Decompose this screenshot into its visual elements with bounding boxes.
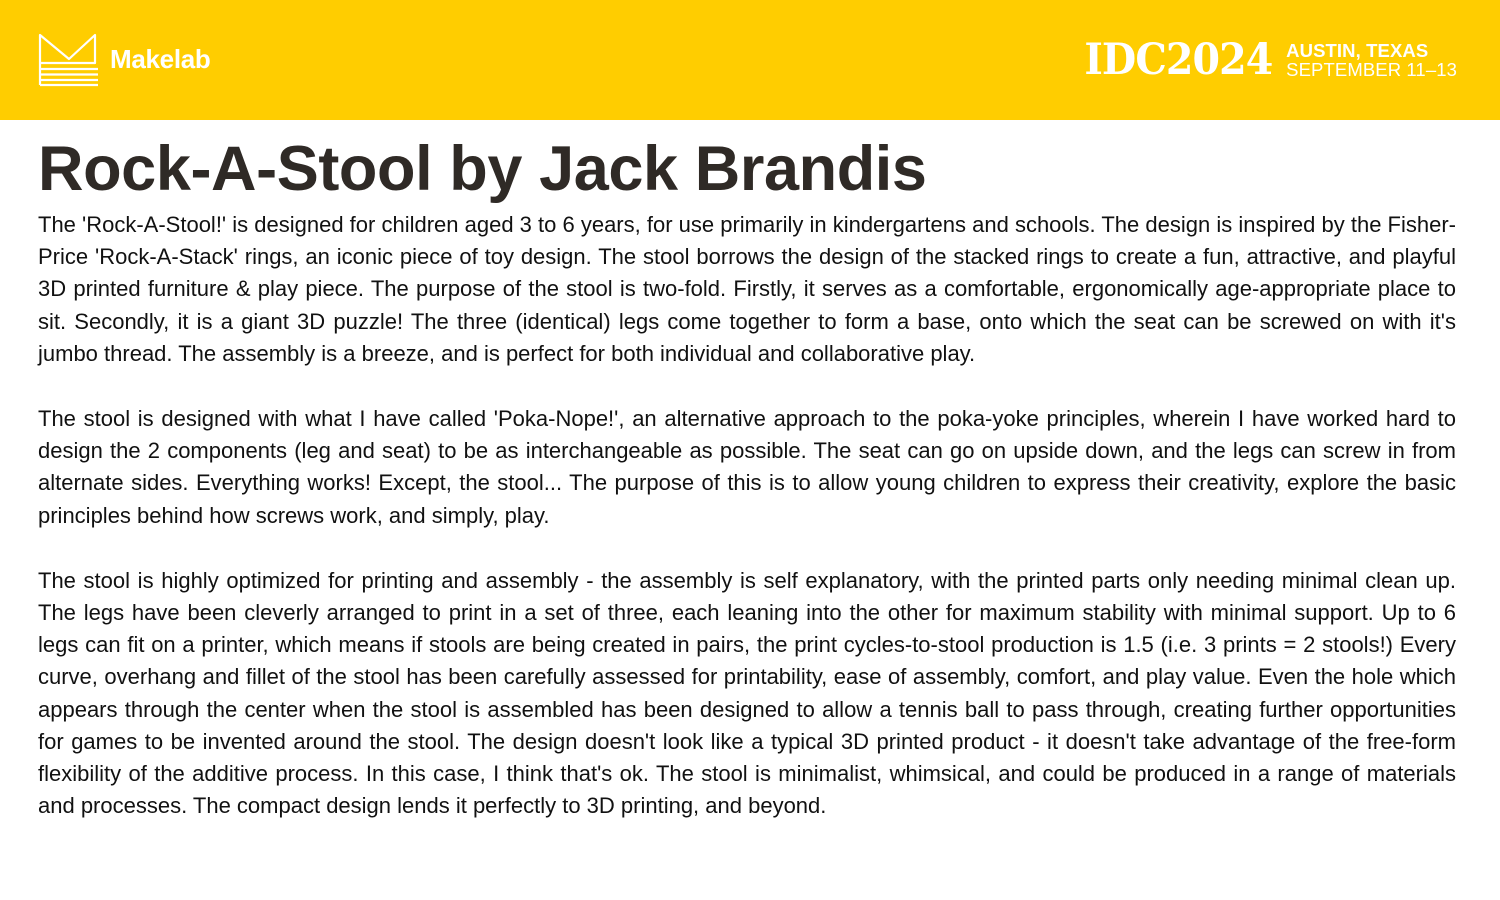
- page-title: Rock-A-Stool by Jack Brandis: [38, 134, 927, 204]
- event-dates: SEPTEMBER 11–13: [1286, 59, 1457, 80]
- event-wordmark: IDC2024: [1084, 35, 1273, 85]
- paragraph-printing: The stool is highly optimized for printing and assembly - the assembly is self explanatory, with the printed parts only needing minimal clean up. The legs have been cleverly arranged to print in a set of three, each leaning into the other for maximum stability with minimal support. Up to 6 legs can fit on a printer, which means if stools are being created in pairs, the print cycles-to-stool production is 1.5 (i.e. 3 prints = 2 stools!) Every curve, overhang and fillet of the stool has been carefully assessed for printability, ease of assembly, comfort, and play value. Even the hole which appears through the center when the stool is assembled has been designed to allow a tennis ball to pass through, creating further opportunities for games to be invented around the stool. The design doesn't look like a typical 3D printed product - it doesn't take advantage of the free-form flexibility of the additive process. In this case, I think that's ok. The stool is minimalist, whimsical, and could be produced in a range of materials and processes. The compact design lends it perfectly to 3D printing, and beyond.: [38, 567, 1456, 819]
- paragraph-intro: The 'Rock-A-Stool!' is designed for children aged 3 to 6 years, for use primarily in kindergartens and schools. The design is inspired by the Fisher-Price 'Rock-A-Stack' rings, an iconic piece of toy design. The stool borrows the design of the stacked rings to create a fun, attractive, and playful 3D printed furniture & play piece. The purpose of the stool is two-fold. Firstly, it serves as a comfortable, ergonomically age-appropriate place to sit. Secondly, it is a giant 3D puzzle! The three (identical) legs come together to form a base, onto which the seat can be screwed on with it's jumbo thread. The assembly is a breeze, and is perfect for both individual and collaborative play.: [38, 212, 1456, 366]
- paragraph-poka-nope: The stool is designed with what I have called 'Poka-Nope!', an alternative approach to the poka-yoke principles, wherein I have worked hard to design the 2 components (leg and seat) to be as interchangeable as possible. The seat can go on upside down, and the legs can screw in from alternate sides. Everything works! Except, the stool... The purpose of this is to allow young children to express their creativity, explore the basic principles behind how screws work, and simply, play.: [38, 406, 1456, 528]
- article-body: [38, 209, 1456, 822]
- event-info: [1068, 35, 1457, 85]
- brand-name: Makelab: [110, 43, 211, 74]
- makelab-logo-icon: [38, 33, 100, 87]
- brand: [38, 33, 211, 87]
- event-location: AUSTIN, TEXAS: [1286, 40, 1429, 61]
- event-meta: [1286, 41, 1457, 79]
- header-banner: [0, 0, 1500, 120]
